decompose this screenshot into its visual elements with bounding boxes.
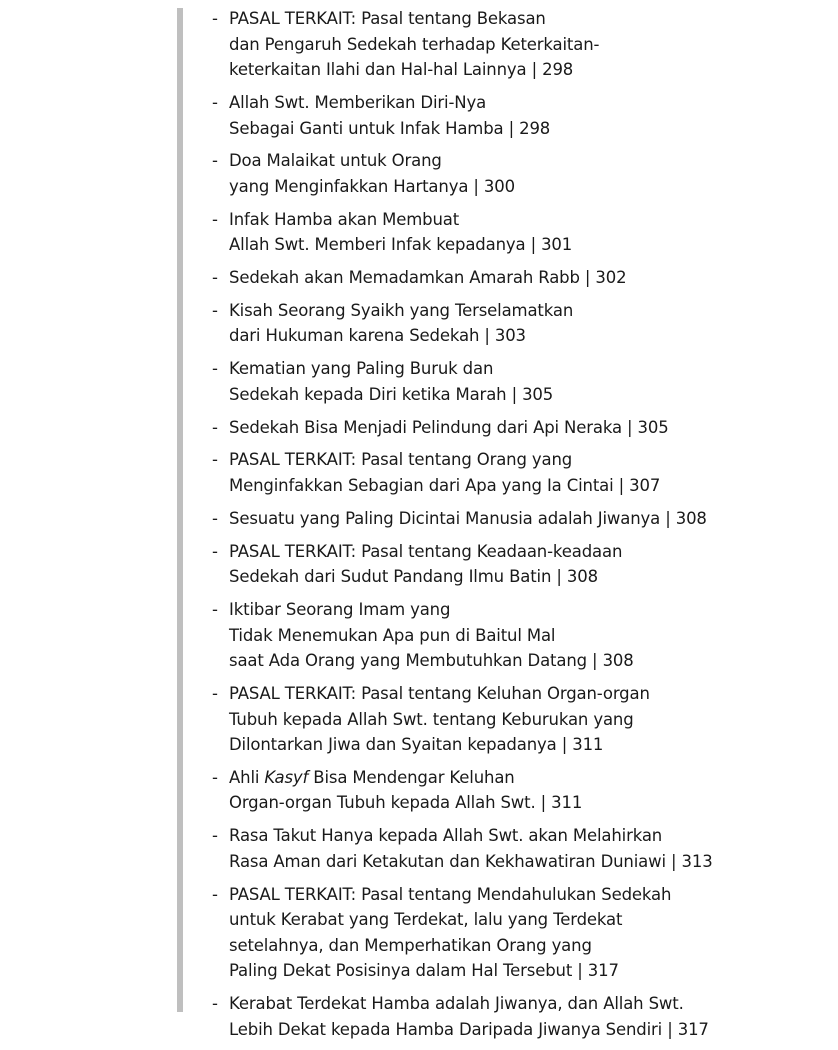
toc-entry-line [229,907,832,933]
table-of-contents [212,6,832,1050]
toc-entry-line [229,148,832,174]
toc-separator: | [503,118,520,138]
toc-entry [212,823,832,874]
toc-entry-text: Allah Swt. Memberi Infak kepadanya [229,235,526,255]
toc-entry-line [229,823,832,849]
toc-entry-line [229,564,832,590]
toc-entry [212,90,832,141]
toc-entry-text: PASAL TERKAIT: Pasal tentang Keluhan Organ-organ [229,683,650,703]
toc-separator: | [665,851,682,871]
toc-entry-text: Kerabat Terdekat Hamba adalah Jiwanya, dan Allah Swt. [229,994,684,1014]
toc-separator: | [621,417,638,437]
toc-entry-line [229,707,832,733]
toc-page-number: 302 [595,268,627,288]
toc-dash: - [212,359,218,379]
toc-entry-text: Infak Hamba akan Membuat [229,209,460,229]
toc-page-number: 317 [677,1019,709,1039]
toc-page-number: 305 [522,384,554,404]
toc-entry [212,447,832,498]
toc-entry-line [229,790,832,816]
toc-entry-text: PASAL TERKAIT: Pasal tentang Bekasan [229,9,546,28]
toc-entry-text: Paling Dekat Posisinya dalam Hal Tersebut [229,961,573,981]
toc-entry-text: PASAL TERKAIT: Pasal tentang Orang yang [229,450,573,470]
toc-entry-text: untuk Kerabat yang Terdekat, lalu yang Terdekat [229,910,623,930]
toc-entry [212,539,832,590]
toc-entry-line [229,933,832,959]
toc-entry-italic-term: Kasyf [264,767,309,787]
toc-entry-line [229,382,832,408]
toc-separator: | [586,651,603,671]
toc-page-number: 308 [602,651,634,671]
toc-entry-text: Organ-organ Tubuh kepada Allah Swt. [229,793,536,813]
toc-entry-line [229,958,832,984]
toc-dash: - [212,151,218,171]
toc-entry-line [229,648,832,674]
toc-entry-line [229,6,832,32]
toc-entry-line [229,265,832,291]
toc-entry-line [229,882,832,908]
toc-dash: - [212,268,218,288]
toc-entry-text: Iktibar Seorang Imam yang [229,599,451,619]
toc-dash: - [212,417,218,437]
toc-separator: | [506,384,523,404]
toc-entry-text: Sedekah Bisa Menjadi Pelindung dari Api Neraka [229,417,622,437]
toc-entry-text: dan Pengaruh Sedekah terhadap Keterkaitan- [229,34,600,54]
toc-entry-text: Tidak Menemukan Apa pun di Baitul Mal [229,625,556,645]
toc-entry-text: yang Menginfakkan Hartanya [229,176,469,196]
toc-entry-text: Menginfakkan Sebagian dari Apa yang Ia Cintai [229,476,614,495]
toc-entry-text: saat Ada Orang yang Membutuhkan Datang [229,651,587,671]
toc-page-number: 308 [566,567,598,587]
toc-dash: - [212,92,218,112]
toc-entry-text: keterkaitan Ilahi dan Hal-hal Lainnya [229,60,527,80]
toc-entry [212,356,832,407]
toc-entry-line [229,415,832,441]
toc-entry-line [229,539,832,565]
toc-entry-line [229,298,832,324]
toc-entry-text: Sedekah dari Sudut Pandang Ilmu Batin [229,567,552,587]
toc-dash: - [212,209,218,229]
toc-dash: - [212,541,218,561]
toc-page-number: 305 [637,417,669,437]
toc-dash: - [212,884,218,904]
toc-entry-text: Tubuh kepada Allah Swt. tentang Keburukan yang [229,709,634,729]
toc-separator: | [535,793,552,813]
toc-page-number: 307 [629,476,661,495]
toc-entry-text: Ahli [229,767,265,787]
toc-entry-text: Sebagai Ganti untuk Infak Hamba [229,118,504,138]
toc-entry [212,597,832,674]
toc-entry-line [229,32,832,58]
toc-entry-line [229,90,832,116]
toc-dash: - [212,300,218,320]
toc-separator: | [572,961,588,981]
toc-entry [212,6,832,83]
toc-page-number: 313 [681,851,713,871]
toc-dash: - [212,994,218,1014]
toc-entry [212,506,832,532]
toc-entry [212,298,832,349]
toc-entry-line [229,174,832,200]
toc-page-number: 298 [542,60,574,80]
toc-separator: | [662,1019,678,1039]
toc-entry-text: PASAL TERKAIT: Pasal tentang Mendahulukan Sedekah [229,884,672,904]
toc-page-number: 303 [494,326,526,346]
toc-entry-text: Lebih Dekat kepada Hamba Daripada Jiwanya Sendiri [229,1019,663,1039]
toc-entry-text: setelahnya, dan Memperhatikan Orang yang [229,935,592,955]
toc-page-number: 317 [587,961,619,981]
toc-entry [212,148,832,199]
toc-entry-line [229,623,832,649]
toc-page-number: 301 [541,235,573,255]
toc-separator: | [660,508,676,528]
toc-entry-line [229,849,832,875]
toc-page-number: 308 [675,508,707,528]
toc-entry-line [229,116,832,142]
left-margin-bar [177,8,183,1012]
toc-entry [212,882,832,984]
toc-entry-text: Rasa Aman dari Ketakutan dan Kekhawatiran Duniawi [229,851,666,871]
toc-dash: - [212,9,218,28]
toc-separator: | [556,735,573,755]
toc-entry-line [229,765,832,791]
toc-page-number: 311 [572,735,604,755]
toc-entry [212,991,832,1042]
toc-entry-text: Doa Malaikat untuk Orang [229,151,442,171]
toc-entry-line [229,732,832,758]
toc-separator: | [579,268,596,288]
toc-entry-text: Rasa Takut Hanya kepada Allah Swt. akan Melahirkan [229,826,663,846]
toc-entry-text: dari Hukuman karena Sedekah [229,326,480,346]
toc-separator: | [525,235,542,255]
toc-entry-line [229,597,832,623]
toc-entry [212,207,832,258]
toc-entry-text: PASAL TERKAIT: Pasal tentang Keadaan-keadaan [229,541,623,561]
toc-entry-text: Sesuatu yang Paling Dicintai Manusia adalah Jiwanya [229,508,661,528]
toc-entry-line [229,991,832,1017]
toc-page-number: 311 [551,793,583,813]
toc-entry-text: Kisah Seorang Syaikh yang Terselamatkan [229,300,574,320]
toc-separator: | [526,60,543,80]
toc-separator: | [468,176,484,196]
toc-entry [212,681,832,758]
toc-dash: - [212,450,218,470]
toc-entry-line [229,473,832,499]
toc-dash: - [212,599,218,619]
toc-entry-text: Sedekah akan Memadamkan Amarah Rabb [229,268,580,288]
toc-dash: - [212,826,218,846]
toc-entry-text: Dilontarkan Jiwa dan Syaitan kepadanya [229,735,557,755]
toc-dash: - [212,767,218,787]
toc-entry-line [229,1017,832,1043]
toc-entry-line [229,323,832,349]
toc-entry [212,765,832,816]
toc-entry-text: Allah Swt. Memberikan Diri-Nya [229,92,487,112]
toc-separator: | [613,476,630,495]
toc-entry-text: Sedekah kepada Diri ketika Marah [229,384,507,404]
toc-entry-line [229,681,832,707]
toc-page-number: 298 [519,118,551,138]
toc-entry-text: Bisa Mendengar Keluhan [308,767,515,787]
toc-entry-line [229,232,832,258]
toc-entry [212,415,832,441]
toc-entry-line [229,356,832,382]
toc-entry-line [229,447,832,473]
toc-entry-line [229,506,832,532]
toc-dash: - [212,683,218,703]
toc-separator: | [479,326,495,346]
toc-dash: - [212,508,218,528]
toc-entry-line [229,57,832,83]
toc-entry-text: Kematian yang Paling Buruk dan [229,359,494,379]
toc-page-number: 300 [483,176,515,196]
toc-entry-line [229,207,832,233]
toc-entry [212,265,832,291]
toc-separator: | [551,567,567,587]
